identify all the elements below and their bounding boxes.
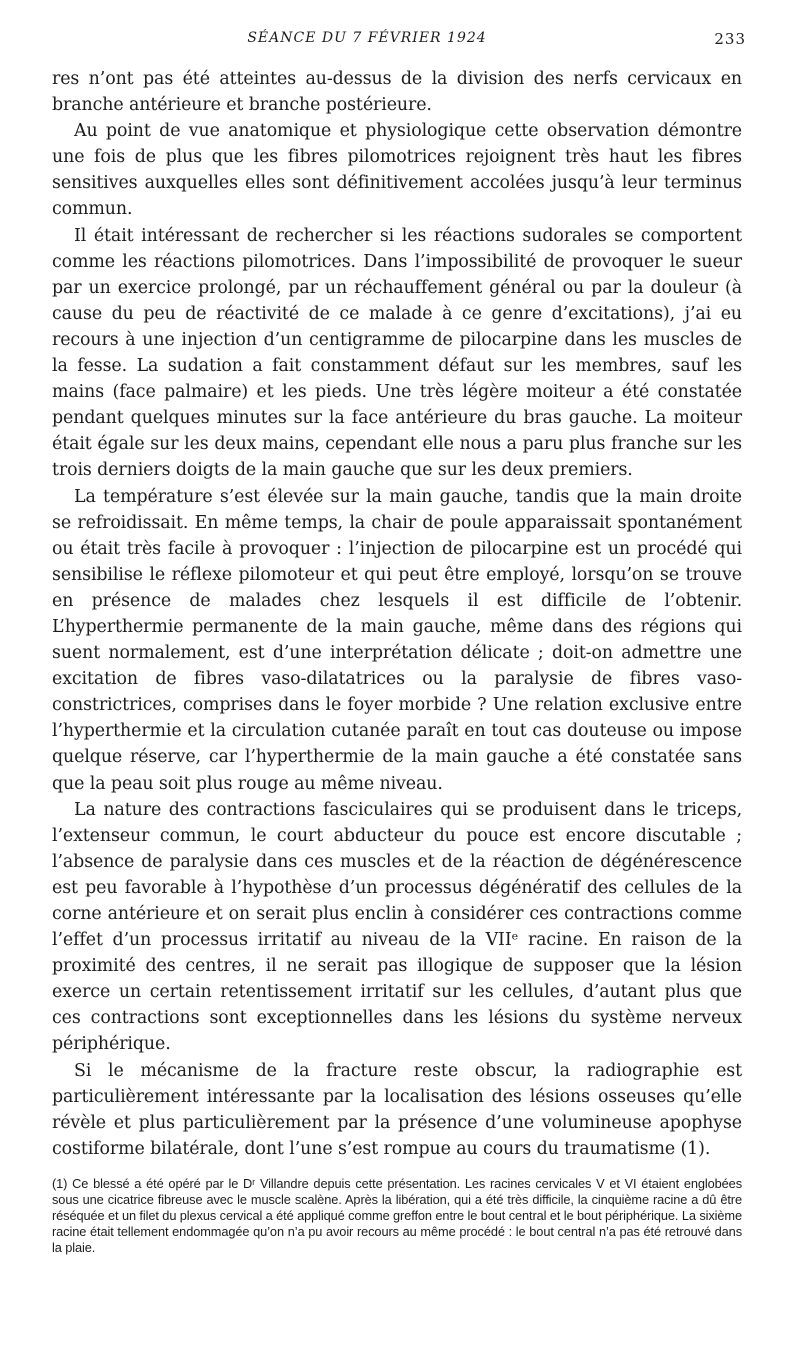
footnote xyxy=(52,1176,742,1256)
paragraph-sudoral-reactions: Il était intéressant de rechercher si les réactions sudorales se comportent comme les réactions pilomotrices. Dans l’impossibilité de provoquer le sueur par un exercice prolongé, par un réchauffement général ou par la douleur (à cause du peu de réactivité de ce malade à ce genre d’excitations), j’ai eu recours à une injection d’un centigramme de pilocarpine dans les muscles de la fesse. La sudation a fait constamment défaut sur les membres, sauf les mains (face palmaire) et les pieds. Une très légère moiteur a été constatée pendant quelques minutes sur la face antérieure du bras gauche. La moiteur était égale sur les deux mains, cependant elle nous a paru plus franche sur les trois derniers doigts de la main gauche que sur les deux premiers. xyxy=(52,225,742,481)
paragraph-temperature: La température s’est élevée sur la main gauche, tandis que la main droite se refroidissait. En même temps, la chair de poule apparaissait spontanément ou était très facile à provoquer : l’injection de pilocarpine est un procédé qui sensibilise le réflexe pilomoteur et qui peut être employé, lorsqu’on se trouve en présence de malades chez lesquels il est difficile de l’obtenir. L’hyperthermie permanente de la main gauche, même dans des régions qui suent normalement, est d’une interprétation délicate ; doit-on admettre une excitation de fibres vaso-dilatatrices ou la paralysie de fibres vaso-constrictrices, comprises dans le foyer morbide ? Une relation exclusive entre l’hyperthermie et la circulation cutanée paraît en tout cas douteuse ou impose quelque réserve, car l’hyperthermie de la main gauche a été constatée sans que la peau soit plus rouge au même niveau. xyxy=(52,486,742,794)
running-title: SÉANCE DU 7 FÉVRIER 1924 xyxy=(247,30,487,46)
paragraph-continuation: res n’ont pas été atteintes au-dessus de la division des nerfs cervicaux en branche antérieure et branche postérieure. xyxy=(52,69,742,116)
paragraph-fasciculations: La nature des contractions fasciculaires qui se produisent dans le triceps, l’extenseur commun, le court abducteur du pouce est encore discutable ; l’absence de paralysie dans ces muscles et de la réaction de dégénérescence est peu favorable à l’hypothèse d’un processus dégénératif des cellules de la corne antérieure et on serait plus enclin à considérer ces contractions comme l’effet d’un processus irritatif au niveau de la VIIᵉ racine. En raison de la proximité des centres, il ne serait pas illogique de supposer que la lésion exerce un certain retentissement irritatif sur les cellules, d’autant plus que ces contractions sont exceptionnelles dans les lésions du système nerveux périphérique. xyxy=(52,799,742,1055)
footnote-text: (1) Ce blessé a été opéré par le Dʳ Villandre depuis cette présentation. Les racines cervicales V et VI étaient englobées sous une cicatrice fibreuse avec le muscle scalène. Après la libération, qui a été très difficile, la cinquième racine a dû être réséquée et un filet du plexus cervical a été appliqué comme greffon entre le bout central et le bout périphérique. La sixième racine était tellement endommagée qu’on n’a pu avoir recours au même procédé : le bout central n’a pas été retrouvé dans la plaie. xyxy=(52,1175,742,1255)
paragraph-radiography: Si le mécanisme de la fracture reste obscur, la radiographie est particulièrement intéressante par la localisation des lésions osseuses qu’elle révèle et plus particulièrement par la présence d’une volumineuse apophyse costiforme bilatérale, dont l’une s’est rompue au cours du traumatisme (1). xyxy=(52,1060,742,1159)
body-text xyxy=(52,66,742,1162)
running-header xyxy=(52,28,746,52)
document-page xyxy=(52,28,746,1256)
paragraph-anatomy: Au point de vue anatomique et physiologique cette observation démontre une fois de plus que les fibres pilomotrices rejoignent très haut les fibres sensitives auxquelles elles sont définitivement accolées jusqu’à leur terminus commun. xyxy=(52,121,742,220)
page-number: 233 xyxy=(714,30,746,48)
